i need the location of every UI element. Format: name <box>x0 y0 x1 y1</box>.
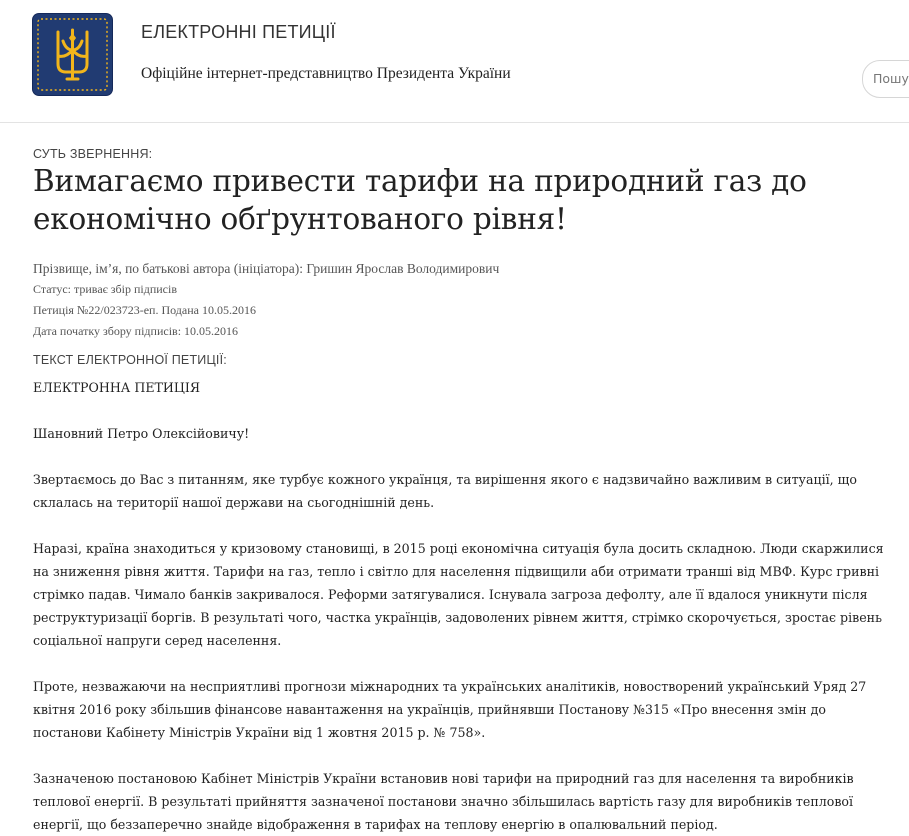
site-title[interactable]: ЕЛЕКТРОННІ ПЕТИЦІЇ <box>141 22 336 42</box>
petition-text-label: ТЕКСТ ЕЛЕКТРОННОЇ ПЕТИЦІЇ: <box>33 353 227 367</box>
start-date: Дата початку збору підписів: 10.05.2016 <box>33 324 239 338</box>
petition-title: Вимагаємо привести тарифи на природний газ до економічно обґрунтованого рівня! <box>33 164 807 236</box>
body-heading: ЕЛЕКТРОННА ПЕТИЦІЯ <box>33 380 201 395</box>
trident-icon <box>33 14 112 95</box>
petition-body <box>33 376 898 836</box>
body-paragraph: Наразі, країна знаходиться у кризовому становищі, в 2015 році економічна ситуація була досить складною. Люди скаржилися на зниження рівня життя. Тарифи на газ, тепло і світло для населення підвищили аби отримати транші від МВФ. Курс гривні стрімко падав. Чимало банків закривалося. Реформи затягувалися. Існувала загроза дефолту, але її вдалося уникнути після реструктуризації боргів. В результаті чого, частка українців, задоволених рівнем життя, стрімко скорочується, зростає рівень соціальної напруги серед населення. <box>33 541 884 648</box>
body-paragraph: Звертаємось до Вас з питанням, яке турбує кожного українця, та вирішення якого є надзвичайно важливим в ситуації, що склалась на території нашої держави на сьогоднішній день. <box>33 472 857 510</box>
status-line: Статус: триває збір підписів <box>33 282 178 296</box>
site-subtitle: Офіційне інтернет-представництво Президента України <box>141 65 511 82</box>
petition-meta <box>33 258 898 342</box>
body-paragraph: Зазначеною постановою Кабінет Міністрів України встановив нові тарифи на природний газ для населення та виробників теплової енергії. В результаті прийняття зазначеної постанови значно збільшилась вартість газу для виробників теплової енергії, що беззаперечно знайде відображення в тарифах на теплову енергію в опалювальний період. <box>33 771 854 832</box>
search-box[interactable] <box>862 60 909 98</box>
essence-label: СУТЬ ЗВЕРНЕННЯ: <box>33 147 153 161</box>
site-header <box>0 0 909 123</box>
body-paragraph: Проте, незважаючи на несприятливі прогнози міжнародних та українських аналітиків, новостворений український Уряд 27 квітня 2016 року збільшив фінансове навантаження на українців, прийнявши Постанову №315 «Про внесення змін до постанови Кабінету Міністрів України від 1 жовтня 2015 р. № 758». <box>33 679 867 740</box>
site-logo[interactable] <box>33 14 112 95</box>
author-line: Прізвище, ім’я, по батькові автора (ініціатора): Гришин Ярослав Володимирович <box>33 261 500 276</box>
petition-number: Петиція №22/023723-еп. Подана 10.05.2016 <box>33 303 256 317</box>
petition-content <box>33 147 898 836</box>
body-paragraph: Шановний Петро Олексійовичу! <box>33 426 250 441</box>
search-input[interactable] <box>863 61 909 95</box>
